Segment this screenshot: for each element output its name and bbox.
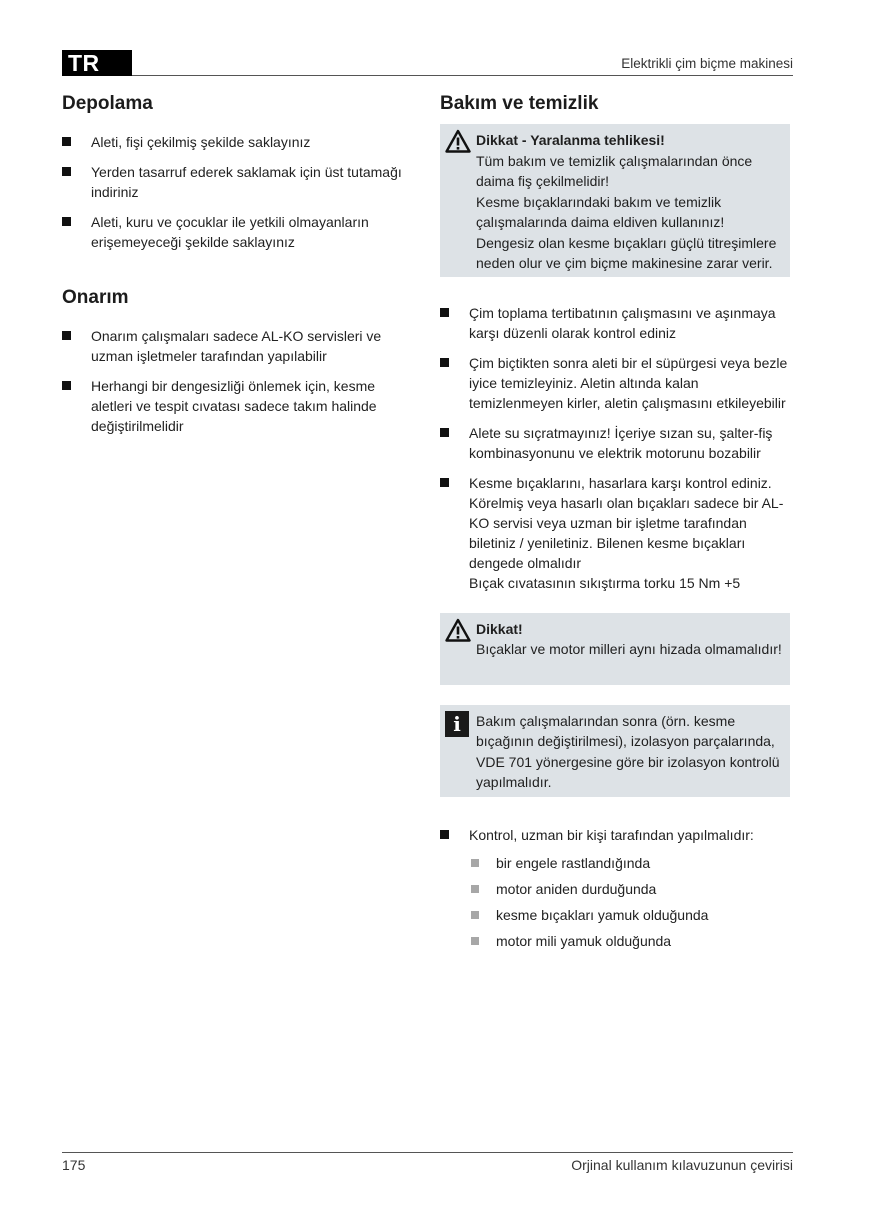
list-item: Alete su sıçratmayınız! İçeriye sızan su, şalter-fiş kombinasyonunu ve elektrik motorunu bozabilir xyxy=(440,423,790,463)
control-sublist xyxy=(469,853,790,951)
page-header xyxy=(62,50,793,76)
storage-heading: Depolama xyxy=(62,93,153,114)
repair-list xyxy=(62,326,407,436)
warning-title: Dikkat! xyxy=(476,620,523,637)
warning-text: Tüm bakım ve temizlik çalışmalarından önce daima fiş çekilmelidir! xyxy=(476,152,753,189)
list-item: Aleti, fişi çekilmiş şekilde saklayınız xyxy=(62,132,407,152)
list-item: Aleti, kuru ve çocuklar ile yetkili olmayanların erişemeyeceği şekilde saklayınız xyxy=(62,212,407,252)
alignment-warning-box xyxy=(440,613,790,685)
list-item: Çim biçtikten sonra aleti bir el süpürgesi veya bezle iyice temizleyiniz. Aletin altında kalan temizlenmeyen kirler, aletin çalışmasını etkileyebilir xyxy=(440,353,790,413)
warning-text: Bıçaklar ve motor milleri aynı hizada olmamalıdır! xyxy=(476,641,782,657)
warning-text: Dengesiz olan kesme bıçakları güçlü titreşimlere neden olur ve çim biçme makinesine zarar verir. xyxy=(476,234,777,271)
page-footer xyxy=(62,1152,793,1175)
info-icon: i xyxy=(445,711,469,737)
warning-triangle-icon xyxy=(445,618,471,642)
list-item: Herhangi bir dengesizliği önlemek için, kesme aletleri ve tespit cıvatası sadece takım halinde değiştirilmelidir xyxy=(62,376,407,436)
page-number: 175 xyxy=(62,1157,86,1173)
control-text: Kontrol, uzman bir kişi tarafından yapılmalıdır: xyxy=(469,826,754,843)
maintenance-heading: Bakım ve temizlik xyxy=(440,93,599,114)
blade-torque-text: Bıçak cıvatasının sıkıştırma torku 15 Nm +5 xyxy=(469,574,741,591)
info-box xyxy=(440,705,790,797)
list-item: Onarım çalışmaları sadece AL-KO servisleri ve uzman işletmeler tarafından yapılabilir xyxy=(62,326,407,366)
control-list xyxy=(440,825,790,951)
sub-list-item: motor aniden durduğunda xyxy=(469,879,790,899)
list-item xyxy=(440,825,790,951)
blade-check-text: Kesme bıçaklarını, hasarlara karşı kontrol ediniz. Körelmiş veya hasarlı olan bıçakları sadece bir AL-KO servisi veya uzman bir işletme tarafından biletiniz / yeniletiniz. Bilenen kesme bıçakları dengede olmalıdır xyxy=(469,474,784,571)
left-column xyxy=(62,92,407,446)
storage-list xyxy=(62,132,407,252)
sub-list-item: kesme bıçakları yamuk olduğunda xyxy=(469,905,790,925)
sub-list-item: bir engele rastlandığında xyxy=(469,853,790,873)
language-badge: TR xyxy=(62,50,132,76)
warning-title: Dikkat - Yaralanma tehlikesi! xyxy=(476,132,665,148)
header-rule xyxy=(132,75,793,76)
right-column xyxy=(440,92,790,961)
injury-warning-box xyxy=(440,124,790,277)
info-text: Bakım çalışmalarından sonra (örn. kesme bıçağının değiştirilmesi), izolasyon parçalarında, VDE 701 yönergesine göre bir izolasyon kontrolü yapılmalıdır. xyxy=(476,712,780,790)
sub-list-item: motor mili yamuk olduğunda xyxy=(469,931,790,951)
list-item xyxy=(440,473,790,593)
list-item: Yerden tasarruf ederek saklamak için üst tutamağı indiriniz xyxy=(62,162,407,202)
warning-triangle-icon xyxy=(445,129,471,153)
maintenance-list xyxy=(440,303,790,593)
warning-text: Kesme bıçaklarındaki bakım ve temizlik çalışmalarında daima eldiven kullanınız! xyxy=(476,193,725,230)
repair-heading: Onarım xyxy=(62,287,129,308)
list-item: Çim toplama tertibatının çalışmasını ve aşınmaya karşı düzenli olarak kontrol ediniz xyxy=(440,303,790,343)
header-title: Elektrikli çim biçme makinesi xyxy=(621,56,793,71)
footer-title: Orjinal kullanım kılavuzunun çevirisi xyxy=(571,1157,793,1173)
